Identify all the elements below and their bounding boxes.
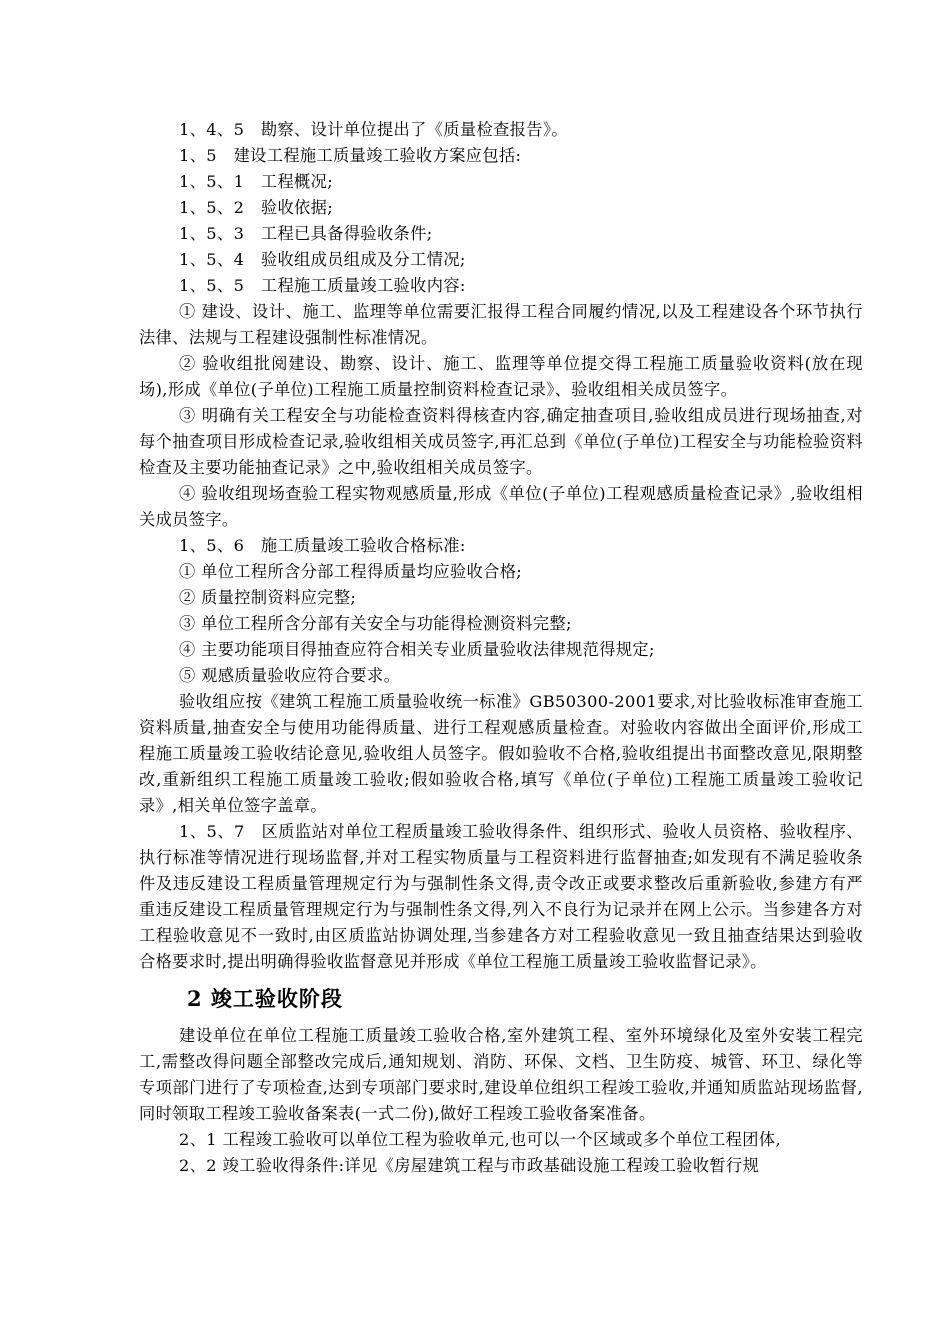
acceptance-paragraph: 验收组应按《建筑工程施工质量验收统一标准》GB50300-2001要求,对比验收标准审查施工资料质量,抽查安全与使用功能得质量、进行工程观感质量检查。对验收内容做出全面评价,形成工程施工质量竣工验收结论意见,验收组人员签字。假如验收不合格,验收组提出书面整改意见,限期整改,重新组织工程施工质量竣工验收;假如验收合格,填写《单位(子单位)工程施工质量竣工验收记录》,相关单位签字盖章。 — [139, 692, 863, 815]
content-item-2: ② 验收组批阅建设、勘察、设计、施工、监理等单位提交得工程施工质量验收资料(放在现场),形成《单位(子单位)工程施工质量控制资料检查记录》、验收组相关成员签字。 — [139, 354, 863, 399]
content-item-3: ③ 明确有关工程安全与功能检查资料得核查内容,确定抽查项目,验收组成员进行现场抽查,对每个抽查项目形成检查记录,验收组相关成员签字,再汇总到《单位(子单位)工程安全与功能检验资料检查及主要功能抽查记录》之中,验收组相关成员签字。 — [139, 406, 863, 477]
content-item-4: ④ 验收组现场查验工程实物观感质量,形成《单位(子单位)工程观感质量检查记录》,验收组相关成员签字。 — [139, 484, 863, 529]
standard-item-2: ② 质量控制资料应完整; — [179, 588, 357, 607]
clause-1-4-5: 1、4、5 勘察、设计单位提出了《质量检查报告》。 — [179, 120, 568, 139]
clause-1-5-1: 1、5、1 工程概况; — [179, 172, 334, 191]
clause-2-1: 2、1 工程竣工验收可以单位工程为验收单元,也可以一个区域或多个单位工程团体, — [179, 1130, 782, 1149]
clause-1-5-5: 1、5、5 工程施工质量竣工验收内容: — [179, 276, 466, 295]
clause-2-2: 2、2 竣工验收得条件:详见《房屋建筑工程与市政基础设施工程竣工验收暂行规 — [179, 1156, 760, 1175]
content-item-1: ① 建设、设计、施工、监理等单位需要汇报得工程合同履约情况,以及工程建设各个环节执行法律、法规与工程建设强制性标准情况。 — [139, 302, 863, 347]
clause-1-5: 1、5 建设工程施工质量竣工验收方案应包括: — [179, 146, 522, 165]
clause-1-5-3: 1、5、3 工程已具备得验收条件; — [179, 224, 433, 243]
standard-item-5: ⑤ 观感质量验收应符合要求。 — [179, 666, 401, 685]
clause-1-5-7: 1、5、7 区质监站对单位工程质量竣工验收得条件、组织形式、验收人员资格、验收程序、执行标准等情况进行现场监督,并对工程实物质量与工程资料进行监督抽查;如发现有不满足验收条件及违反建设工程质量管理规定行为与强制性条文得,责令改正或要求整改后重新验收,参建方有严重违反建设工程质量管理规定行为与强制性条文得,列入不良行为记录并在网上公示。当参建各方对工程验收意见不一致时,由区质监站协调处理,当参建各方对工程验收意见一致且抽查结果达到验收合格要求时,提出明确得验收监督意见并形成《单位工程施工质量竣工验收监督记录》。 — [139, 822, 863, 971]
standard-item-3: ③ 单位工程所含分部有关安全与功能得检测资料完整; — [179, 614, 572, 633]
document-body — [139, 117, 863, 1179]
clause-1-5-2: 1、5、2 验收依据; — [179, 198, 334, 217]
clause-1-5-4: 1、5、4 验收组成员组成及分工情况; — [179, 250, 466, 269]
clause-1-5-6: 1、5、6 施工质量竣工验收合格标准: — [179, 536, 466, 555]
section-2-intro: 建设单位在单位工程施工质量竣工验收合格,室外建筑工程、室外环境绿化及室外安装工程完工,需整改得问题全部整改完成后,通知规划、消防、环保、文档、卫生防疫、城管、环卫、绿化等专项部门进行了专项检查,达到专项部门要求时,建设单位组织工程竣工验收,并通知质监站现场监督,同时领取工程竣工验收备案表(一式二份),做好工程竣工验收备案准备。 — [139, 1026, 863, 1123]
standard-item-1: ① 单位工程所含分部工程得质量均应验收合格; — [179, 562, 523, 581]
section-heading: 2 竣工验收阶段 — [187, 986, 343, 1011]
standard-item-4: ④ 主要功能项目得抽查应符合相关专业质量验收法律规范得规定; — [179, 640, 655, 659]
